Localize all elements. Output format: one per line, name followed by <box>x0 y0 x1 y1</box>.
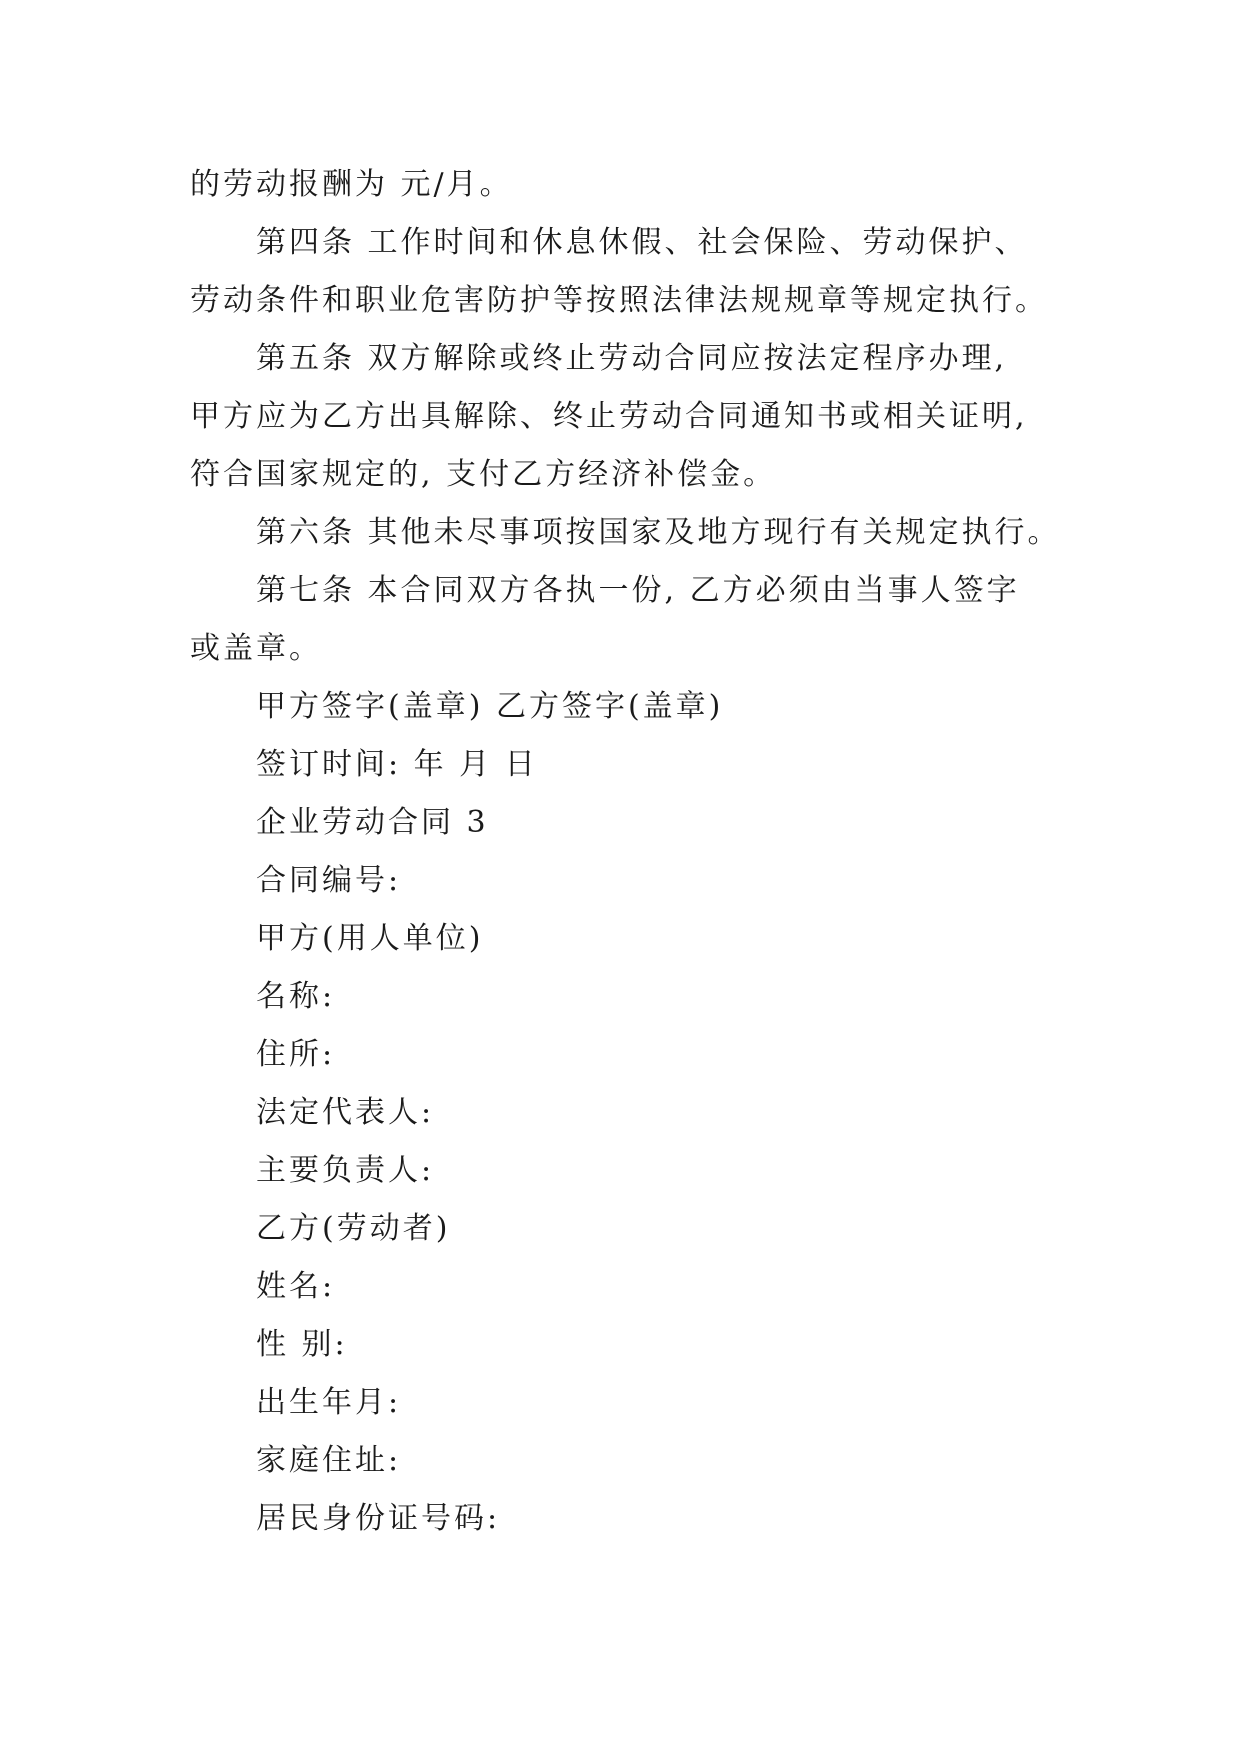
clause-5-heading: 第五条 双方解除或终止劳动合同应按法定程序办理, <box>256 341 1008 376</box>
clause-7-heading: 第七条 本合同双方各执一份, 乙方必须由当事人签字 <box>256 573 1020 608</box>
clause-5-continuation-2: 符合国家规定的, 支付乙方经济补偿金。 <box>190 457 777 492</box>
party-b-heading: 乙方(劳动者) <box>256 1211 451 1246</box>
clause-4-heading: 第四条 工作时间和休息休假、社会保险、劳动保护、 <box>256 225 1028 260</box>
clause-5-continuation-1: 甲方应为乙方出具解除、终止劳动合同通知书或相关证明, <box>190 399 1028 434</box>
signing-date-line: 签订时间: 年 月 日 <box>256 747 538 782</box>
party-b-name-field: 姓名: <box>256 1269 336 1304</box>
id-number-field: 居民身份证号码: <box>256 1501 501 1536</box>
clause-4-continuation: 劳动条件和职业危害防护等按照法律法规规章等规定执行。 <box>190 283 1048 318</box>
party-a-address-field: 住所: <box>256 1037 336 1072</box>
signature-line: 甲方签字(盖章) 乙方签字(盖章) <box>256 689 724 724</box>
legal-representative-field: 法定代表人: <box>256 1095 435 1130</box>
gender-field: 性 别: <box>256 1327 348 1362</box>
birth-date-field: 出生年月: <box>256 1385 402 1420</box>
text-line-remuneration: 的劳动报酬为 元/月。 <box>190 167 513 202</box>
party-a-heading: 甲方(用人单位) <box>256 921 484 956</box>
clause-7-continuation: 或盖章。 <box>190 631 322 666</box>
home-address-field: 家庭住址: <box>256 1443 402 1478</box>
principal-person-field: 主要负责人: <box>256 1153 435 1188</box>
clause-6: 第六条 其他未尽事项按国家及地方现行有关规定执行。 <box>256 515 1061 550</box>
contract-number-field: 合同编号: <box>256 863 402 898</box>
party-a-name-field: 名称: <box>256 979 336 1014</box>
contract-title: 企业劳动合同 3 <box>256 805 489 840</box>
